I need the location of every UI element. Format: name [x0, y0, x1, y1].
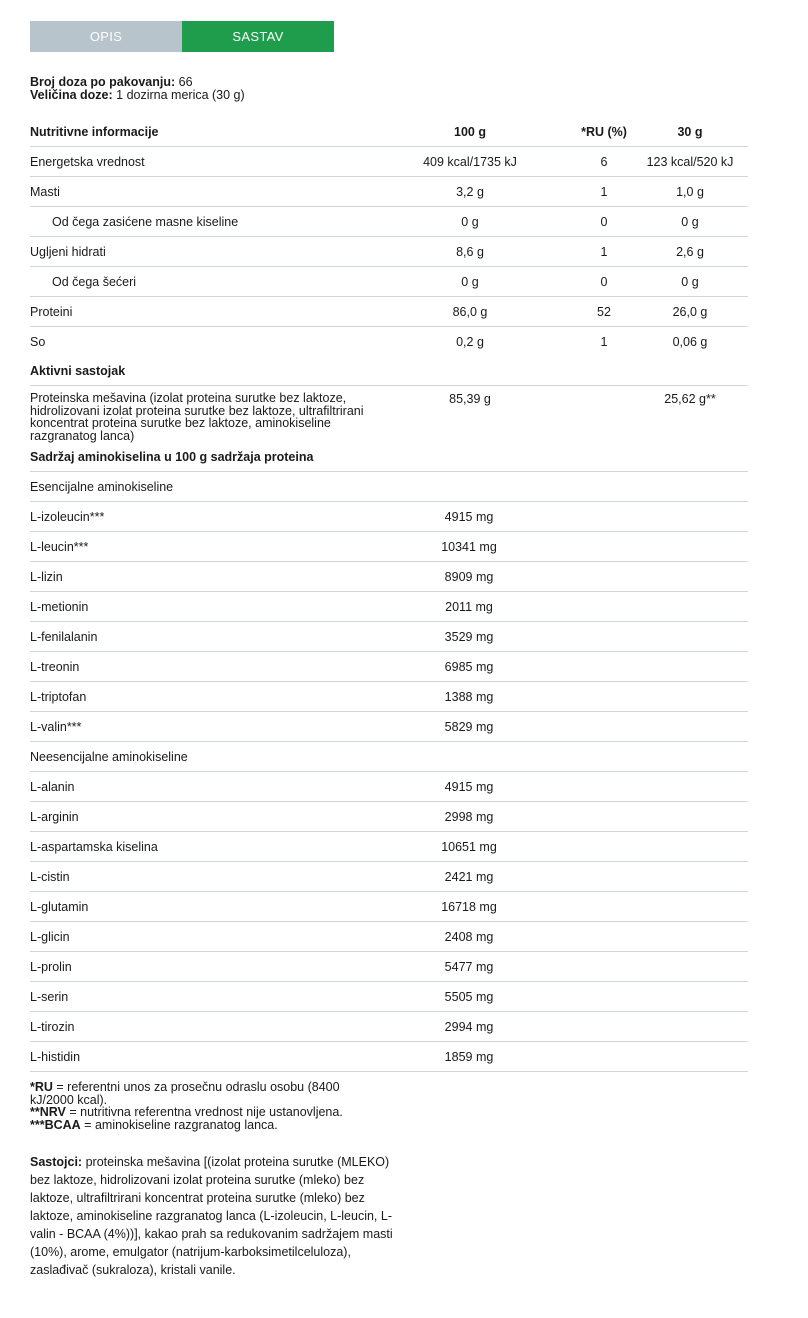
amino-value: 2421 mg [444, 869, 494, 884]
amino-name: L-glutamin [30, 899, 89, 914]
table-row [30, 622, 748, 652]
amino-name: L-tirozin [30, 1019, 75, 1034]
amino-name: L-valin*** [30, 719, 82, 734]
nonessential-section-header [30, 742, 748, 772]
amino-value: 8909 mg [444, 569, 494, 584]
amino-value: 5505 mg [444, 989, 494, 1004]
footnote-text: = referentni unos za prosečnu odraslu osobu (8400 kJ/2000 kcal). [30, 1080, 340, 1107]
table-row [30, 922, 748, 952]
nutrient-per30: 1,0 g [676, 184, 704, 199]
amino-value: 2011 mg [445, 599, 493, 614]
table-row [30, 502, 748, 532]
nutrient-name: Masti [30, 184, 60, 199]
nutrient-ru: 0 [600, 214, 608, 229]
table-row [30, 982, 748, 1012]
footnote-key: **NRV [30, 1105, 66, 1119]
amino-header [30, 442, 748, 472]
amino-value: 2994 mg [444, 1019, 494, 1034]
nutrient-name: Od čega zasićene masne kiseline [52, 214, 239, 229]
nutrient-per100: 0 g [461, 214, 479, 229]
table-row [30, 652, 748, 682]
table-row [30, 772, 748, 802]
nutrient-name: Ugljeni hidrati [30, 244, 106, 259]
table-row [30, 327, 748, 356]
footnote-key: *RU [30, 1080, 53, 1094]
active-ingredient-header [30, 356, 748, 386]
serving-size [30, 89, 245, 102]
amino-name: L-aspartamska kiselina [30, 839, 158, 854]
amino-name: L-glicin [30, 929, 70, 944]
amino-value: 10651 mg [441, 839, 497, 854]
nutrition-table [30, 117, 748, 1072]
table-row [30, 712, 748, 742]
table-row [30, 147, 748, 177]
ingredients [30, 1153, 410, 1279]
nutrient-name: Proteini [30, 304, 73, 319]
tab-sastav[interactable]: SASTAV [182, 21, 334, 52]
amino-name: L-izoleucin*** [30, 509, 105, 524]
active-ingredient-per30: 25,62 g** [664, 392, 716, 406]
nutrient-name: So [30, 334, 46, 349]
footnotes [30, 1081, 370, 1131]
amino-table [30, 472, 748, 1072]
ingredients-label: Sastojci: [30, 1155, 83, 1169]
footnote [30, 1119, 370, 1132]
amino-name: L-leucin*** [30, 539, 89, 554]
active-ingredient-row [30, 386, 748, 442]
table-row [30, 832, 748, 862]
serving-info [30, 76, 245, 102]
amino-name: L-triptofan [30, 689, 87, 704]
amino-value: 4915 mg [444, 509, 494, 524]
footnote-text: = aminokiseline razgranatog lanca. [80, 1117, 278, 1132]
amino-name: L-lizin [30, 569, 63, 584]
amino-value: 3529 mg [444, 629, 494, 644]
amino-name: L-fenilalanin [30, 629, 98, 644]
table-row [30, 532, 748, 562]
essential-title: Esencijalne aminokiseline [30, 479, 174, 494]
amino-name: L-prolin [30, 959, 72, 974]
amino-name: L-cistin [30, 869, 70, 884]
table-row [30, 952, 748, 982]
amino-name: L-histidin [30, 1049, 81, 1064]
amino-name: L-alanin [30, 779, 75, 794]
nutrient-per100: 86,0 g [452, 304, 488, 319]
nutrient-ru: 0 [600, 274, 608, 289]
table-row [30, 297, 748, 327]
nonessential-title: Neesencijalne aminokiseline [30, 749, 188, 764]
size-value: 1 dozirna merica (30 g) [112, 88, 245, 102]
header-30g: 30 g [677, 124, 703, 139]
active-ingredient-title: Aktivni sastojak [30, 363, 126, 378]
amino-value: 5829 mg [444, 719, 494, 734]
table-row [30, 1012, 748, 1042]
header-100g: 100 g [454, 124, 486, 139]
size-label: Veličina doze: [30, 88, 113, 102]
nutrient-per30: 123 kcal/520 kJ [646, 154, 734, 169]
amino-value: 16718 mg [441, 899, 497, 914]
nutrient-ru: 1 [600, 184, 608, 199]
amino-value: 1388 mg [444, 689, 494, 704]
nutrient-name: Od čega šećeri [52, 274, 137, 289]
amino-value: 10341 mg [441, 539, 497, 554]
active-ingredient-name: Proteinska mešavina (izolat proteina surutke bez laktoze, hidrolizovani izolat proteina surutke bez laktoze, ultrafiltrirani koncentrat proteina surutke bez laktoze, aminokiseline razgranatog lanca) [30, 391, 364, 443]
ingredients-text: proteinska mešavina [(izolat proteina surutke (MLEKO) bez laktoze, hidrolizovani izolat proteina surutke (mleko) bez laktoze, ultrafiltrirani koncentrat proteina surutke (mleko) bez laktoze, aminokiseline razgranatog lanca (L-izoleucin, L-leucin, L-valin - BCAA (4%))], kakao prah sa redukovanim sadržajem masti (10%), arome, emulgator (natrijum-karboksimetilceluloza), zaslađivač (sukraloza), kristali vanile. [30, 1155, 393, 1277]
nutrient-name: Energetska vrednost [30, 154, 145, 169]
header-ru: *RU (%) [581, 124, 627, 139]
table-row [30, 862, 748, 892]
nutrient-ru: 6 [600, 154, 608, 169]
nutrient-per100: 0 g [461, 274, 479, 289]
nutrient-per100: 8,6 g [456, 244, 484, 259]
nutrient-per30: 0,06 g [672, 334, 708, 349]
doses-label: Broj doza po pakovanju: [30, 75, 176, 89]
nutrient-ru: 1 [600, 244, 608, 259]
nutrient-per30: 0 g [681, 214, 699, 229]
nutrient-ru: 1 [600, 334, 608, 349]
table-row [30, 267, 748, 297]
nutrient-per100: 3,2 g [456, 184, 484, 199]
nutrient-per100: 409 kcal/1735 kJ [423, 154, 517, 169]
amino-value: 2998 mg [444, 809, 494, 824]
amino-value: 4915 mg [444, 779, 494, 794]
nutrient-per30: 26,0 g [672, 304, 708, 319]
table-row [30, 177, 748, 207]
table-header-row [30, 117, 748, 147]
footnote [30, 1081, 370, 1106]
table-row [30, 1042, 748, 1072]
table-row [30, 682, 748, 712]
amino-name: L-serin [30, 989, 69, 1004]
amino-name: L-treonin [30, 659, 80, 674]
essential-section-header [30, 472, 748, 502]
amino-name: L-arginin [30, 809, 79, 824]
table-row [30, 592, 748, 622]
table-row [30, 237, 748, 267]
table-row [30, 562, 748, 592]
amino-name: L-metionin [30, 599, 89, 614]
nutrient-per100: 0,2 g [456, 334, 484, 349]
nutrient-per30: 2,6 g [676, 244, 704, 259]
amino-title: Sadržaj aminokiselina u 100 g sadržaja proteina [30, 449, 314, 464]
header-nutrition: Nutritivne informacije [30, 124, 159, 139]
active-ingredient-per100: 85,39 g [449, 392, 491, 406]
table-row [30, 207, 748, 237]
amino-value: 6985 mg [444, 659, 494, 674]
tab-bar [30, 21, 334, 52]
table-row [30, 802, 748, 832]
footnote-text: = nutritivna referentna vrednost nije ustanovljena. [65, 1105, 343, 1119]
nutrient-ru: 52 [597, 304, 611, 319]
amino-value: 2408 mg [444, 929, 494, 944]
table-row [30, 892, 748, 922]
footnote-key: ***BCAA [30, 1117, 81, 1132]
doses-value: 66 [175, 75, 193, 89]
amino-value: 1859 mg [444, 1049, 494, 1064]
amino-value: 5477 mg [444, 959, 494, 974]
tab-opis[interactable]: OPIS [30, 21, 182, 52]
nutrient-per30: 0 g [681, 274, 699, 289]
